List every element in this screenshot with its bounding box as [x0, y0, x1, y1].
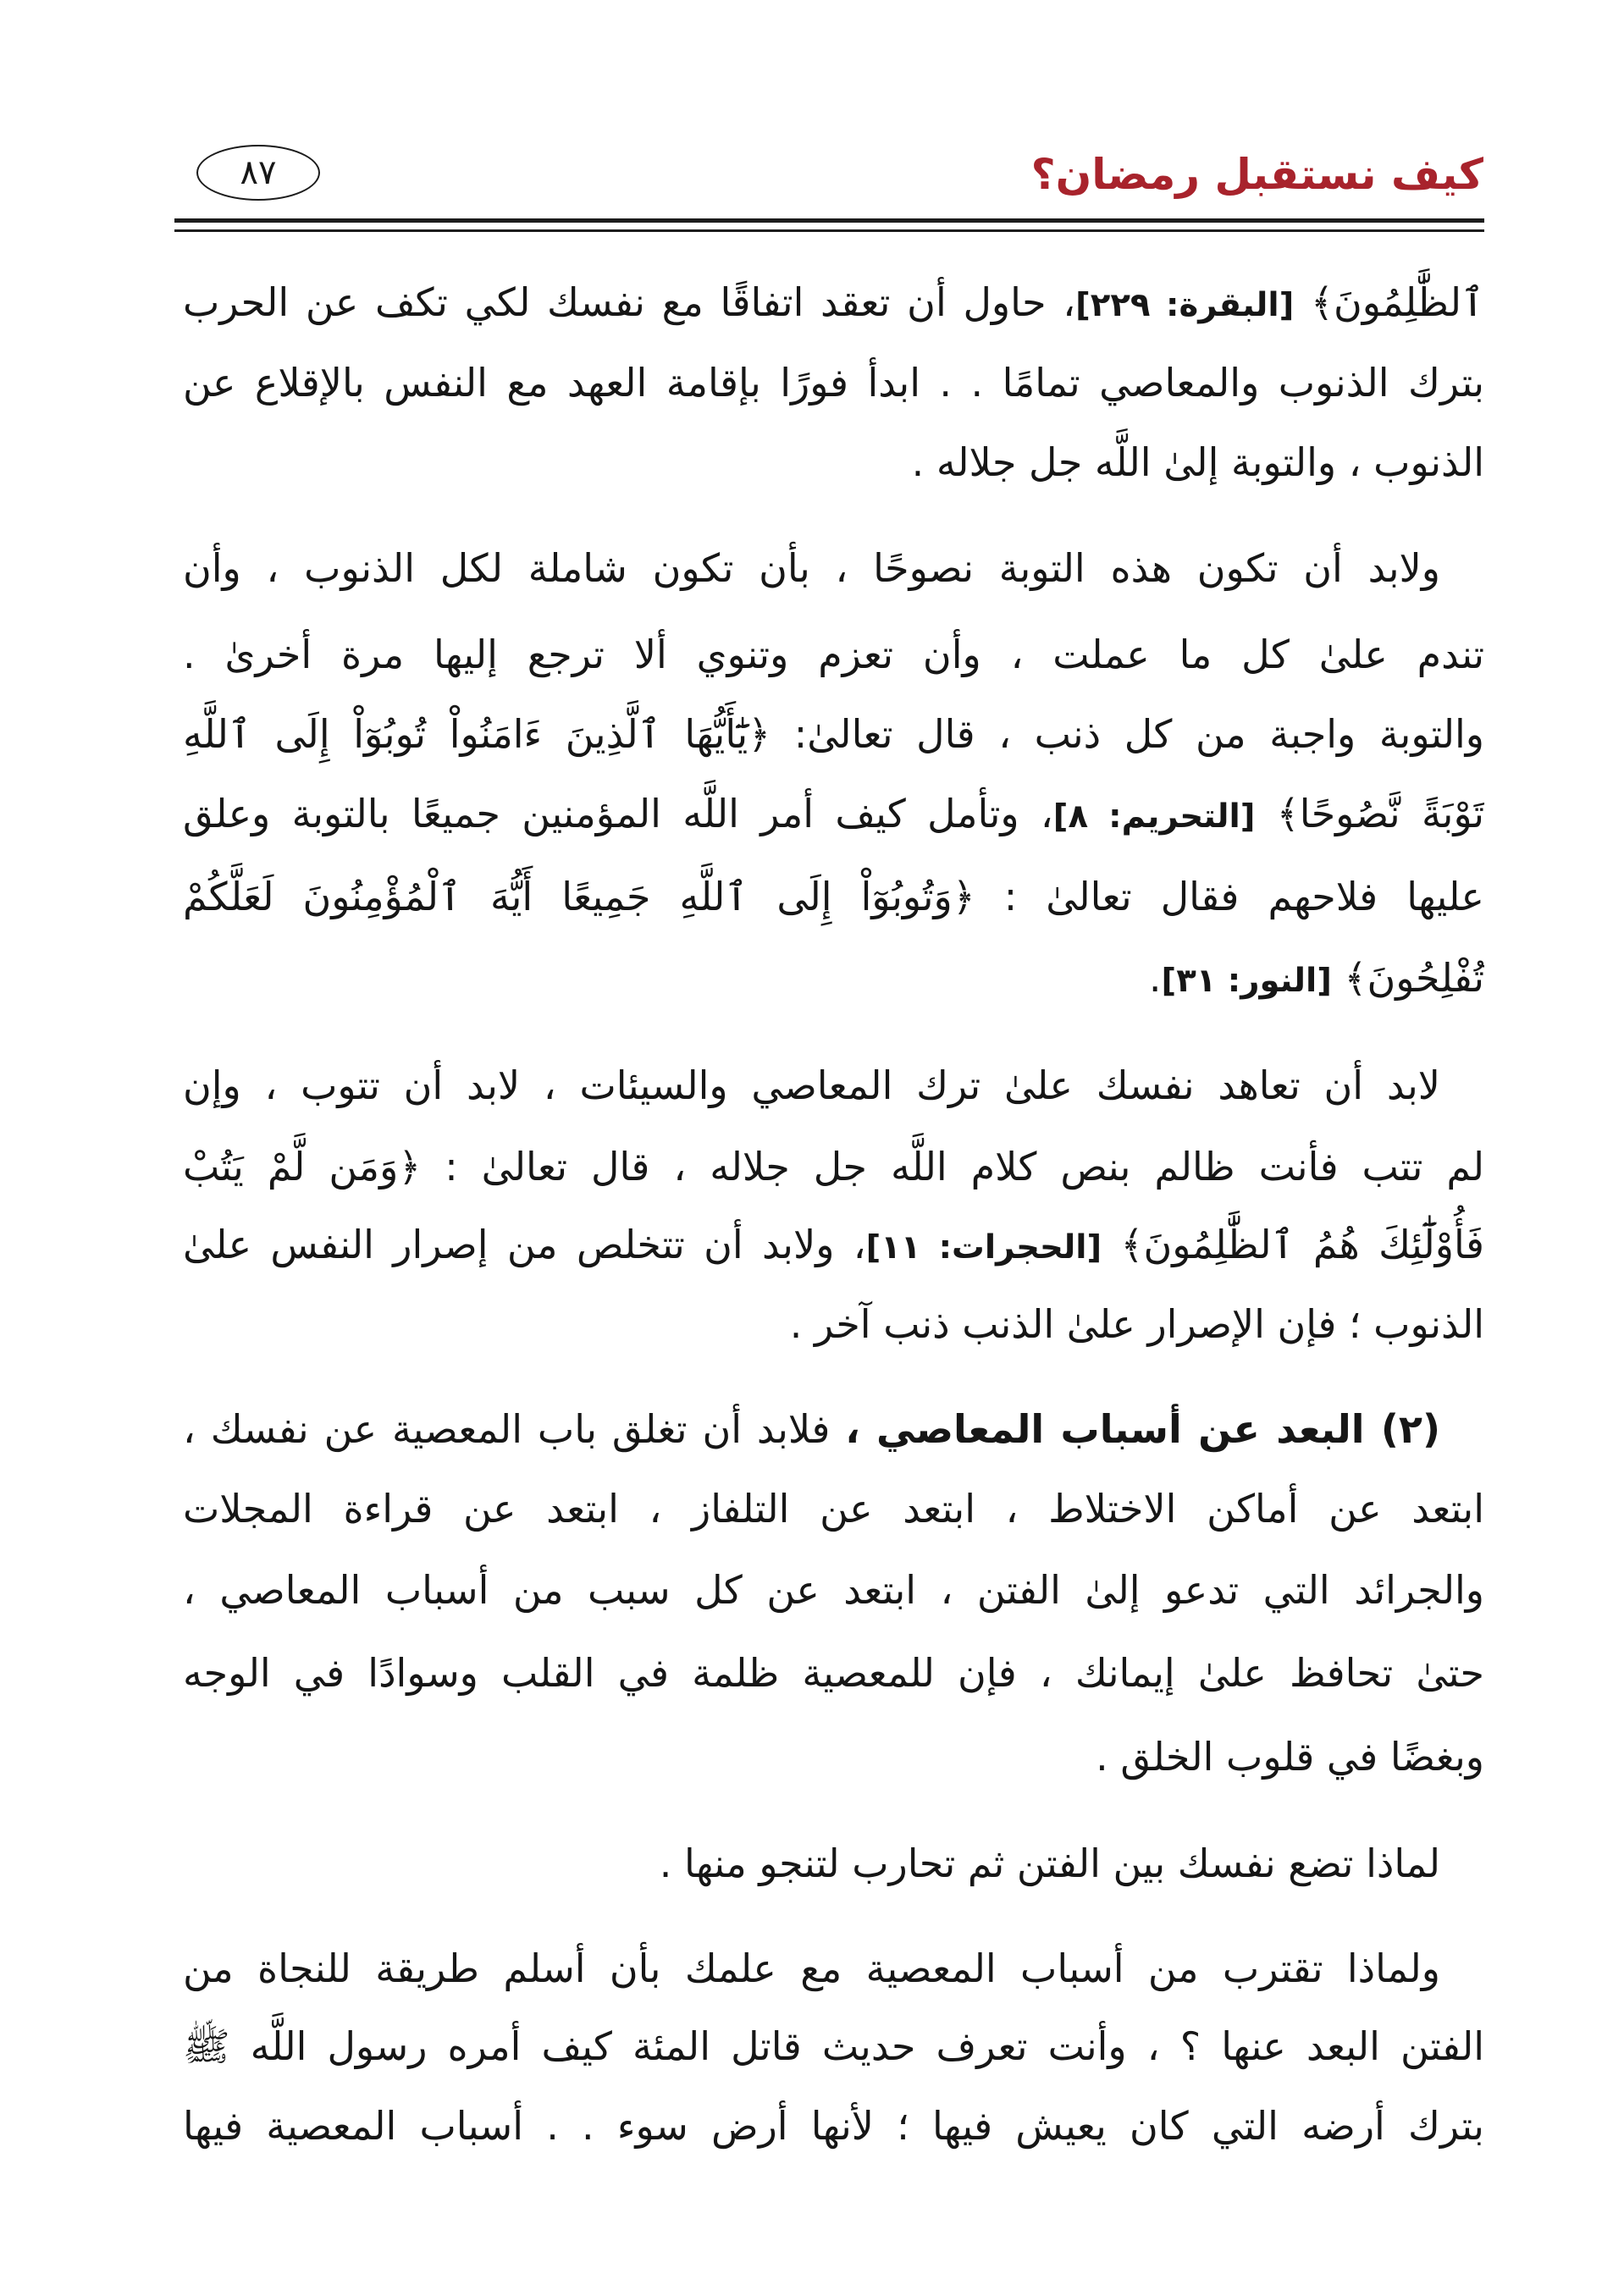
text-line	[183, 774, 1484, 854]
text-line: ولماذا تقترب من أسباب المعصية مع علمك بأن أسلم طريقة للنجاة من	[183, 1946, 1440, 1991]
quran-reference: [النور: ٣١]	[1161, 962, 1332, 1000]
text-line: والجرائد التي تدعو إلىٰ الفتن ، ابتعد عن كل سبب من أسباب المعاصي ،	[183, 1567, 1484, 1613]
text-line: لم تتب فأنت ظالم بنص كلام اللَّه جل جلاله ، قال تعالىٰ : ﴿وَمَن لَّمْ يَتُبْ	[183, 1144, 1484, 1189]
text-line: الذنوب ، والتوبة إلىٰ اللَّه جل جلاله .	[911, 439, 1484, 485]
text-line: بترك الذنوب والمعاصي تمامًا . . ابدأ فورًا بإقامة العهد مع النفس بالإقلاع عن	[183, 360, 1484, 406]
line-text: ، ولابد أن تتخلص من إصرار النفس علىٰ	[183, 1222, 866, 1267]
text-line: والتوبة واجبة من كل ذنب ، قال تعالىٰ: ﴿يَٰٓأَيُّهَا ٱلَّذِينَ ءَامَنُواْ تُوبُوٓاْ إِلَى ٱللَّهِ	[183, 711, 1484, 757]
text-line	[183, 262, 1484, 343]
text-line	[183, 938, 1484, 1018]
quran-reference: [البقرة: ٢٢٩]	[1075, 286, 1295, 324]
text-line: لابد أن تعاهد نفسك علىٰ ترك المعاصي والسيئات ، لابد أن تتوب ، وإن	[183, 1062, 1440, 1108]
line-text: ، وتأمل كيف أمر اللَّه المؤمنين جميعًا بالتوبة وعلق	[183, 791, 1053, 836]
text-line	[183, 1205, 1484, 1285]
text-line: ولابد أن تكون هذه التوبة نصوحًا ، بأن تكون شاملة لكل الذنوب ، وأن	[183, 545, 1440, 591]
page-number: ٨٧	[240, 153, 277, 192]
text-line: لماذا تضع نفسك بين الفتن ثم تحارب لتنجو منها .	[659, 1841, 1440, 1886]
text-line: الذنوب ؛ فإن الإصرار علىٰ الذنب ذنب آخر .	[789, 1301, 1484, 1347]
text-line: ابتعد عن أماكن الاختلاط ، ابتعد عن التلفاز ، ابتعد عن قراءة المجلات	[183, 1486, 1484, 1532]
text-line: وبغضًا في قلوب الخلق .	[1096, 1734, 1484, 1780]
text-line: عليها فلاحهم فقال تعالىٰ : ﴿وَتُوبُوٓاْ إِلَى ٱللَّهِ جَمِيعًا أَيُّهَ ٱلْمُؤْمِنُونَ لَعَلَّكُمْ	[183, 874, 1484, 919]
quran-text: تَوْبَةً نَّصُوحًا﴾	[1276, 791, 1484, 836]
text-line: حتىٰ تحافظ علىٰ إيمانك ، فإن للمعصية ظلمة في القلب وسوادًا في الوجه	[183, 1650, 1484, 1696]
quran-text: تُفْلِحُونَ﴾	[1344, 955, 1484, 1001]
quran-text: فَأُوْلَٰٓئِكَ هُمُ ٱلظَّٰلِمُونَ﴾	[1120, 1222, 1484, 1267]
book-title: كيف نستقبل رمضان؟	[1030, 150, 1483, 199]
quran-text: ٱلظَّٰلِمُونَ﴾	[1310, 279, 1484, 325]
page-number-badge	[196, 145, 320, 201]
line-text: .	[1148, 955, 1162, 1001]
section-heading: (٢) البعد عن أسباب المعاصي ،	[845, 1406, 1441, 1452]
text-line: الفتن البعد عنها ؟ ، وأنت تعرف حديث قاتل المئة كيف أمره رسول اللَّه ﷺ	[183, 2023, 1484, 2069]
quran-reference: [الحجرات: ١١]	[865, 1228, 1102, 1267]
text-line	[183, 1389, 1484, 1470]
header-rule-thick	[174, 218, 1484, 223]
text-line: بترك أرضه التي كان يعيش فيها ؛ لأنها أرض سوء . . أسباب المعصية فيها	[183, 2103, 1484, 2149]
line-text: ، حاول أن تعقد اتفاقًا مع نفسك لكي تكف عن الحرب	[183, 279, 1076, 325]
quran-reference: [التحريم: ٨]	[1052, 798, 1256, 836]
text-line: تندم علىٰ كل ما عملت ، وأن تعزم وتنوي ألا ترجع إليها مرة أخرىٰ .	[183, 632, 1484, 677]
header-rule-thin	[174, 229, 1484, 232]
line-text: فلابد أن تغلق باب المعصية عن نفسك ،	[183, 1406, 831, 1452]
